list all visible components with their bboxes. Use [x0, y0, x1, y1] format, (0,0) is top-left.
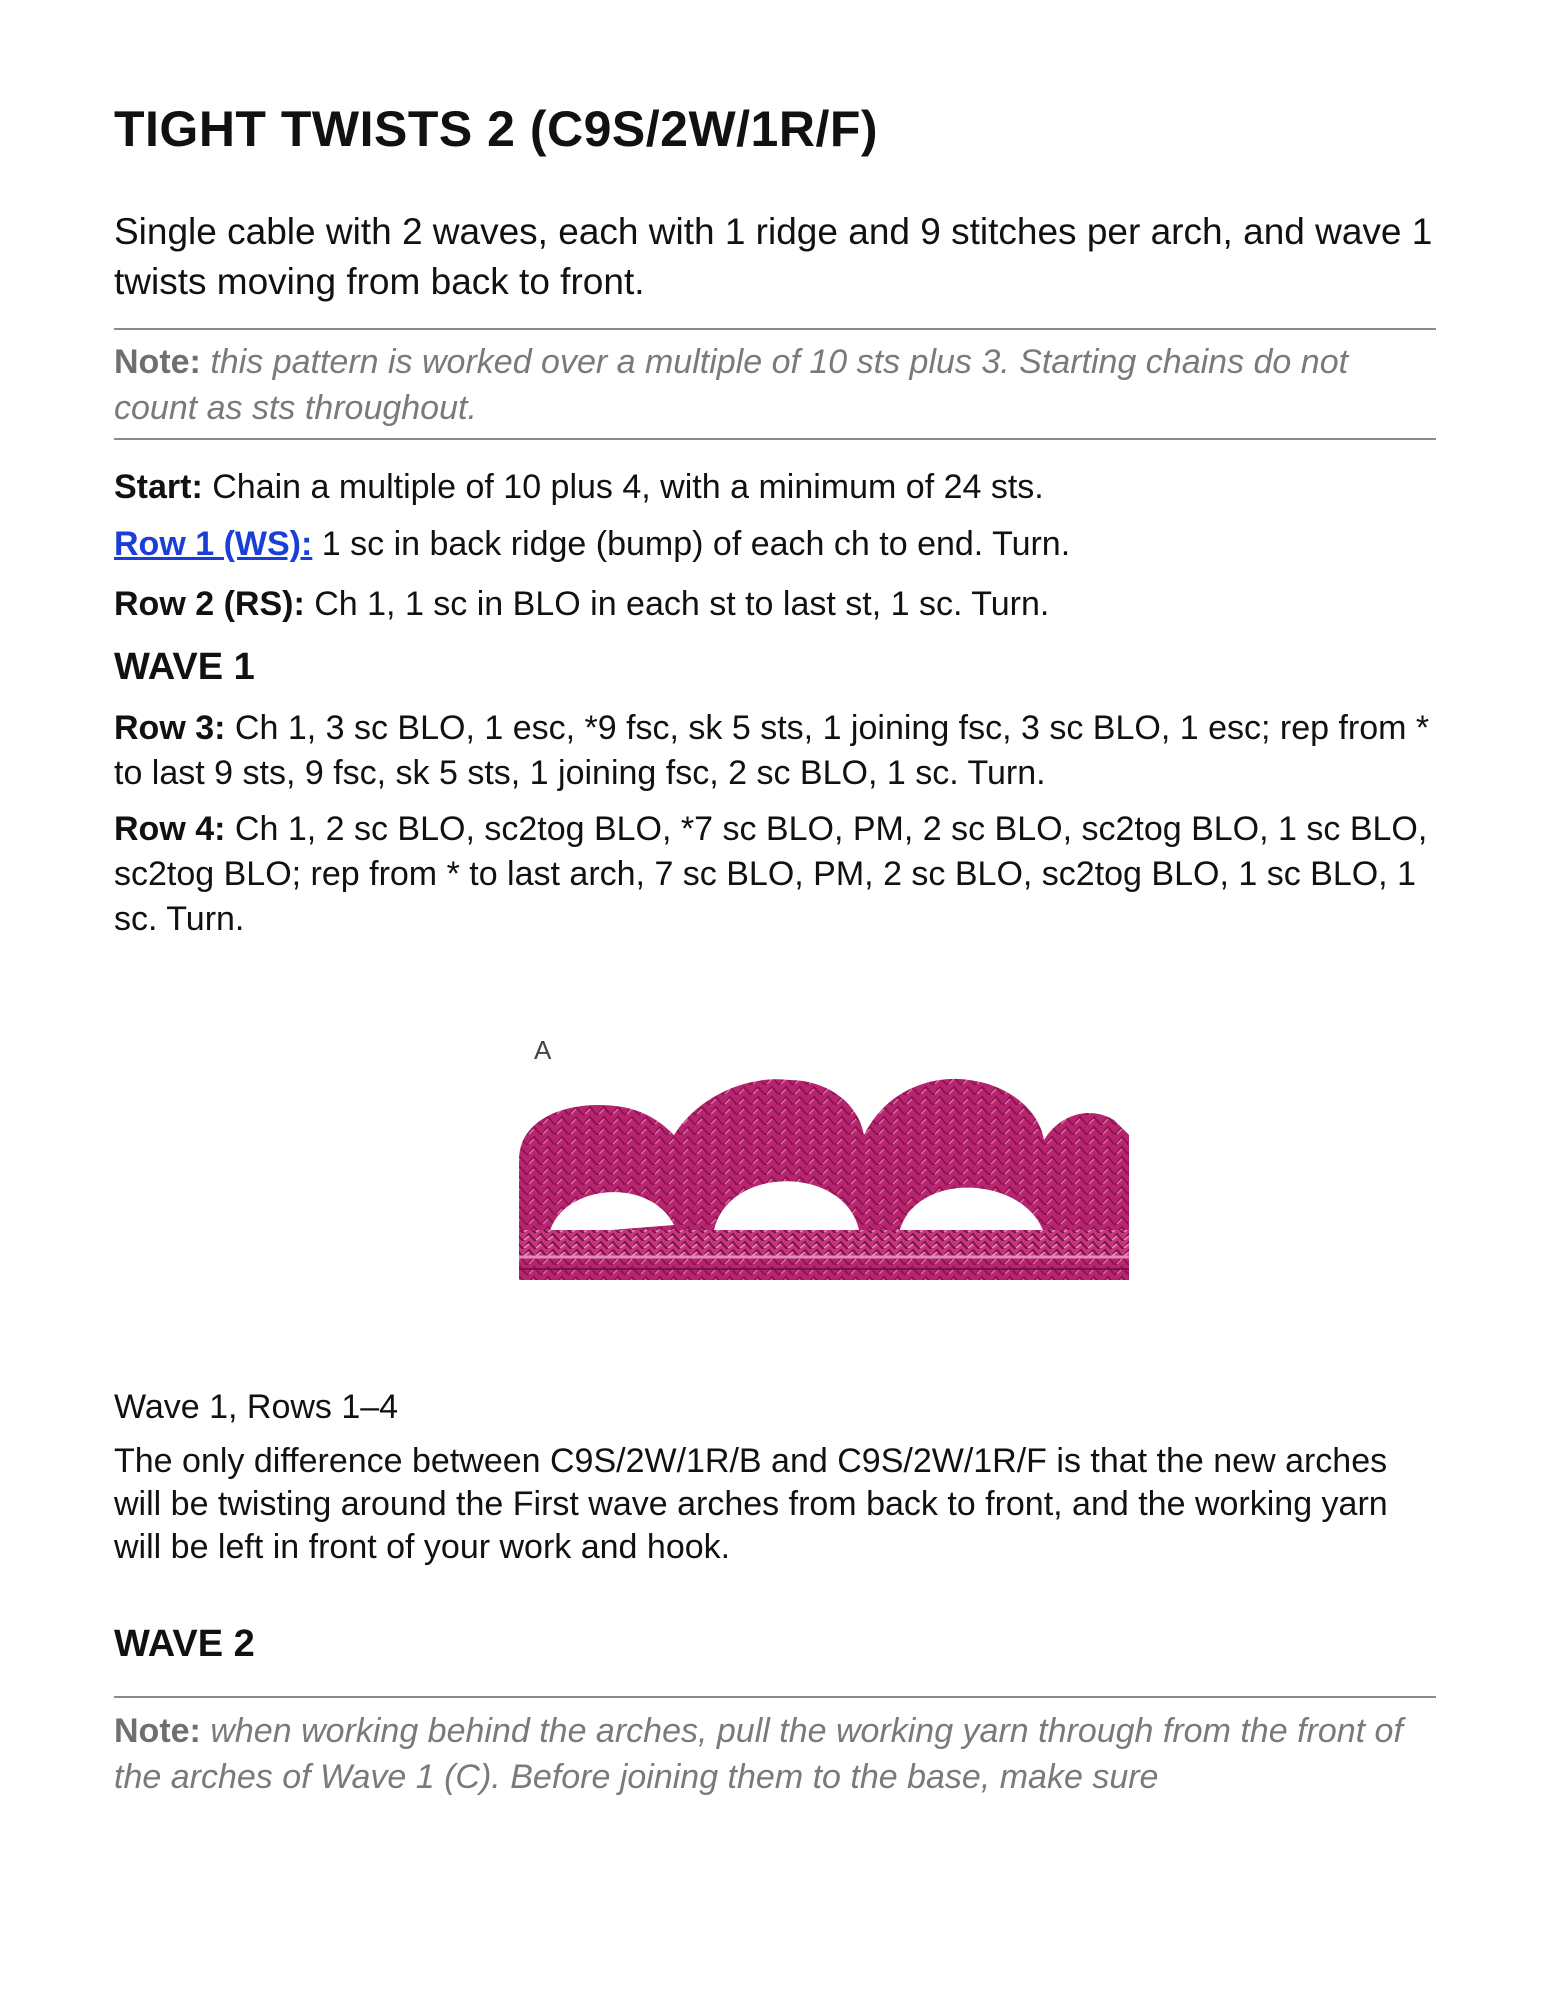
row-4-text: Ch 1, 2 sc BLO, sc2tog BLO, *7 sc BLO, PM, 2 sc BLO, sc2tog BLO, 1 sc BLO, sc2tog BLO; rep from * to last arch, 7 sc BLO, PM, 2 sc BLO, sc2tog BLO, 1 sc BLO, 1 sc. Turn.: [114, 810, 1428, 938]
row-1-link[interactable]: Row 1 (WS):: [114, 525, 313, 563]
note-text: when working behind the arches, pull the working yarn through from the front of the arches of Wave 1 (C). Before joining them to the base, make sure: [114, 1712, 1403, 1796]
note-label: Note:: [114, 1712, 201, 1750]
note-text: this pattern is worked over a multiple of 10 sts plus 3. Starting chains do not count as sts throughout.: [114, 343, 1349, 427]
note-label: Note:: [114, 343, 201, 381]
row-3-instruction: [114, 706, 1436, 796]
start-instruction: [114, 465, 1436, 510]
row-1-instruction: [114, 522, 1436, 567]
wave-1-heading: WAVE 1: [114, 646, 255, 688]
row-2-text: Ch 1, 1 sc in BLO in each st to last st, 1 sc. Turn.: [314, 585, 1050, 623]
pattern-description: Single cable with 2 waves, each with 1 ridge and 9 stitches per arch, and wave 1 twists moving from back to front.: [114, 211, 1433, 302]
start-label: Start:: [114, 468, 203, 506]
row-1-text: 1 sc in back ridge (bump) of each ch to end. Turn.: [321, 525, 1071, 563]
figure-letter: A: [534, 1035, 552, 1065]
page-title: TIGHT TWISTS 2 (C9S/2W/1R/F): [114, 101, 879, 157]
divider: [114, 1696, 1436, 1698]
row-2-label: Row 2 (RS):: [114, 585, 305, 623]
note-block: [114, 1708, 1436, 1800]
row-4-instruction: [114, 807, 1436, 942]
row-2-instruction: [114, 582, 1436, 627]
row-4-label: Row 4:: [114, 810, 226, 848]
row-3-text: Ch 1, 3 sc BLO, 1 esc, *9 fsc, sk 5 sts, 1 joining fsc, 3 sc BLO, 1 esc; rep from * to last 9 sts, 9 fsc, sk 5 sts, 1 joining fsc, 2 sc BLO, 1 sc. Turn.: [114, 709, 1430, 792]
start-text: Chain a multiple of 10 plus 4, with a minimum of 24 sts.: [212, 468, 1044, 506]
row-3-label: Row 3:: [114, 709, 226, 747]
difference-paragraph: The only difference between C9S/2W/1R/B and C9S/2W/1R/F is that the new arches will be twisting around the First wave arches from back to front, and the working yarn will be left in front of your work and hook.: [114, 1442, 1388, 1566]
note-block: [114, 339, 1436, 431]
crochet-swatch-image: [499, 1025, 1149, 1370]
figure-caption: Wave 1, Rows 1–4: [114, 1388, 399, 1426]
divider: [114, 328, 1436, 330]
wave-2-heading: WAVE 2: [114, 1623, 255, 1665]
divider: [114, 438, 1436, 440]
